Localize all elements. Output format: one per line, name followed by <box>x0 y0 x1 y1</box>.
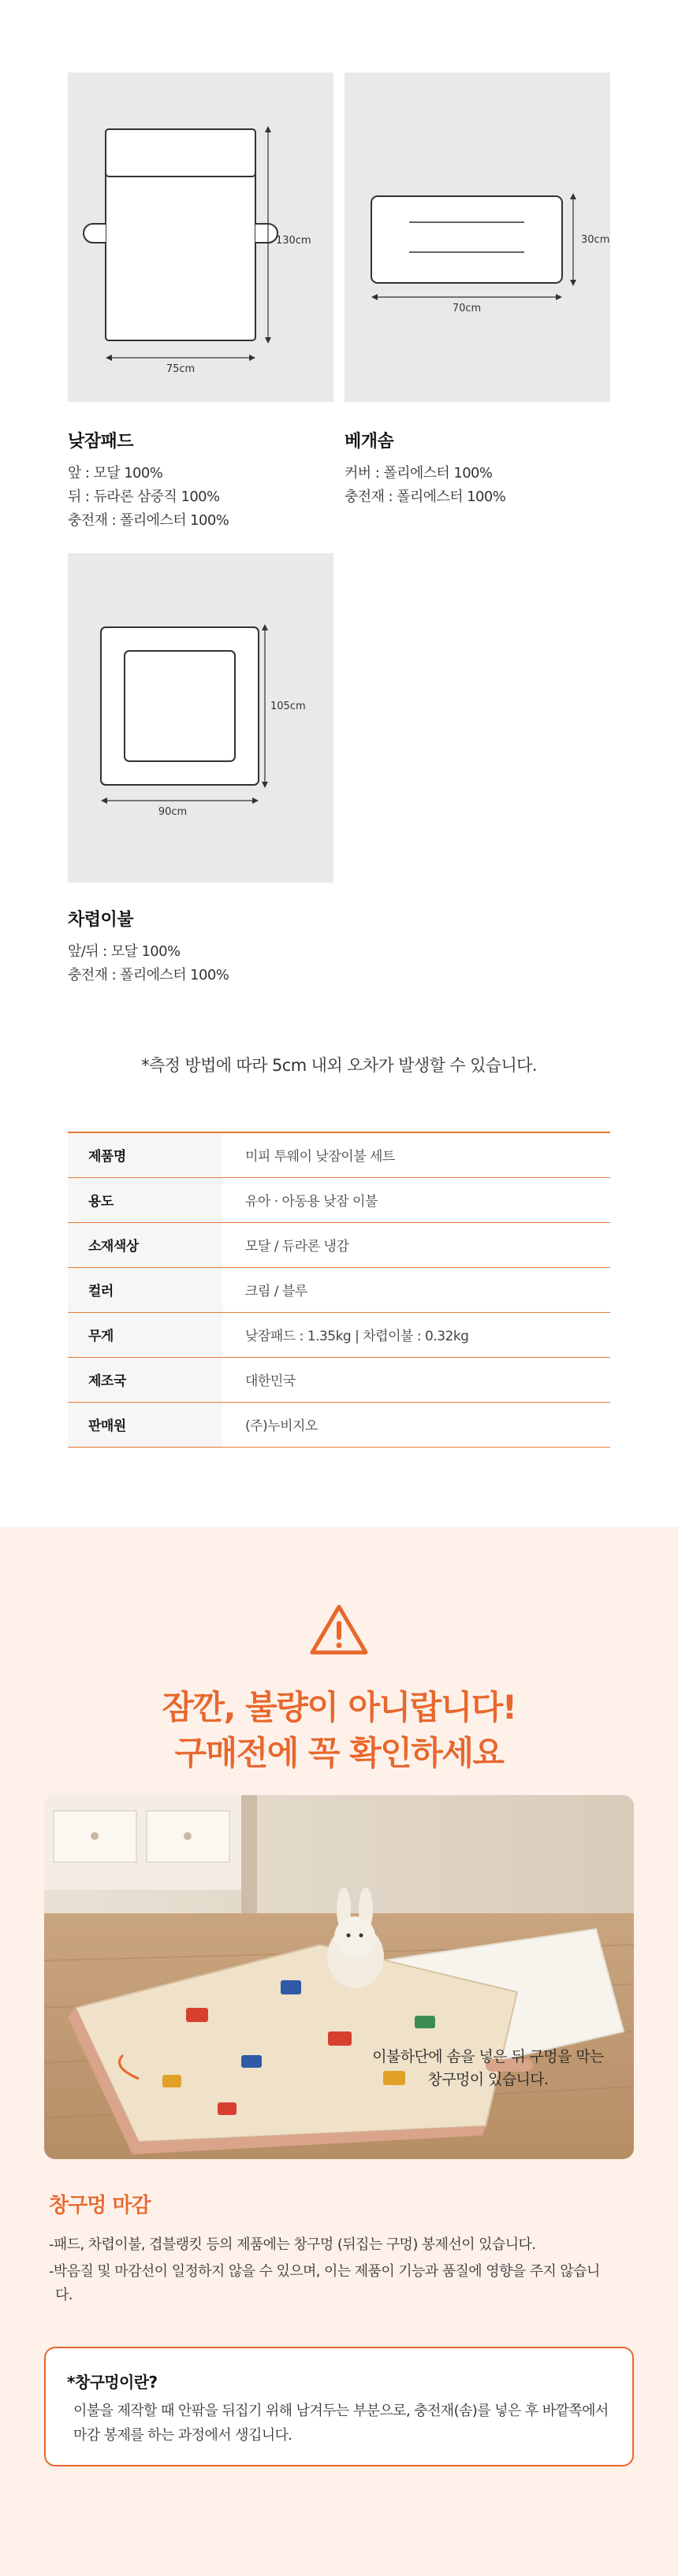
warning-headline-1: 잠깐, 불량이 아니랍니다! <box>162 1688 516 1727</box>
nap-pad-width-label: 75cm <box>166 363 196 375</box>
product-photo-illustration <box>44 1795 634 2159</box>
blanket-diagram <box>68 553 333 883</box>
table-row <box>68 1177 610 1222</box>
blanket-title: 차렵이불 <box>68 910 134 930</box>
blanket-caption <box>68 906 229 987</box>
table-row <box>68 1222 610 1267</box>
nap-pad-height-label: 130cm <box>276 235 311 247</box>
warning-triangle-icon <box>308 1602 370 1657</box>
nap-pad-material-line: 충전재 : 폴리에스터 100% <box>68 512 229 529</box>
pillow-diagram <box>345 72 610 402</box>
blanket-material-line: 충전재 : 폴리에스터 100% <box>68 967 229 983</box>
pillow-drawing <box>345 72 610 402</box>
warning-headline-2: 구매전에 꼭 확인하세요 <box>174 1734 504 1772</box>
spec-value: 대한민국 <box>222 1357 610 1402</box>
info-text: 이불을 제작할 때 안팎을 뒤집기 위해 남겨두는 부분으로, 충전재(솜)를 넣은 후 바깥쪽에서 마감 봉제를 하는 과정에서 생깁니다. <box>73 2403 609 2444</box>
photo-caption-line: 창구멍이 있습니다. <box>427 2071 549 2088</box>
table-row <box>68 1267 610 1312</box>
warning-section <box>0 1527 678 2576</box>
info-title: *창구멍이란? <box>67 2373 158 2392</box>
product-photo <box>44 1795 634 2159</box>
pillow-height-label: 30cm <box>581 234 610 246</box>
blanket-drawing <box>68 553 333 883</box>
table-row <box>68 1402 610 1447</box>
nap-pad-material-line: 뒤 : 듀라론 삼중직 100% <box>68 489 220 505</box>
spec-value: 낮잠패드 : 1.35kg | 차렵이불 : 0.32kg <box>222 1312 610 1357</box>
bullet-item: -패드, 차렵이불, 겹블랭킷 등의 제품에는 창구멍 (뒤집는 구멍) 봉제선이 있습니다. <box>49 2236 536 2253</box>
spec-value: 미피 투웨이 낮잠이불 세트 <box>222 1132 610 1177</box>
spec-value: (주)누비지오 <box>222 1402 610 1447</box>
spec-key: 제조국 <box>68 1357 222 1402</box>
spec-table <box>68 1132 610 1448</box>
spec-key: 컬러 <box>68 1267 222 1312</box>
spec-value: 크림 / 블루 <box>222 1267 610 1312</box>
blanket-height-label: 105cm <box>270 701 306 712</box>
blanket-width-label: 90cm <box>158 806 188 818</box>
blanket-material-line: 앞/뒤 : 모달 100% <box>68 943 181 960</box>
spec-key: 제품명 <box>68 1132 222 1177</box>
table-row <box>68 1312 610 1357</box>
photo-caption <box>354 2046 622 2091</box>
pillow-material-line: 충전재 : 폴리에스터 100% <box>345 489 506 505</box>
bullet-item: -박음질 및 마감선이 일정하지 않을 수 있으며, 이는 제품이 기능과 품질에 영향을 주지 않습니다. <box>49 2263 600 2303</box>
spec-value: 유아 · 아동용 낮잠 이불 <box>222 1177 610 1222</box>
nap-pad-title: 낮잠패드 <box>68 432 134 452</box>
pillow-caption <box>345 428 505 509</box>
measurement-note: *측정 방법에 따라 5cm 내외 오차가 발생할 수 있습니다. <box>141 1056 537 1075</box>
table-row <box>68 1357 610 1402</box>
nap-pad-diagram <box>68 72 333 402</box>
spec-key: 소재색상 <box>68 1222 222 1267</box>
pillow-title: 베개솜 <box>345 432 394 452</box>
spec-key: 무게 <box>68 1312 222 1357</box>
info-box <box>44 2347 634 2466</box>
nap-pad-caption <box>68 428 229 533</box>
pillow-material-line: 커버 : 폴리에스터 100% <box>345 465 493 481</box>
photo-caption-line: 이불하단에 솜을 넣은 뒤 구멍을 막는 <box>372 2048 604 2065</box>
nap-pad-material-line: 앞 : 모달 100% <box>68 465 163 481</box>
spec-value: 모달 / 듀라론 냉감 <box>222 1222 610 1267</box>
nap-pad-drawing <box>68 72 333 402</box>
seam-finish-title: 창구멍 마감 <box>49 2194 151 2217</box>
spec-key: 용도 <box>68 1177 222 1222</box>
spec-key: 판매원 <box>68 1402 222 1447</box>
table-row <box>68 1132 610 1177</box>
pillow-width-label: 70cm <box>452 303 482 314</box>
